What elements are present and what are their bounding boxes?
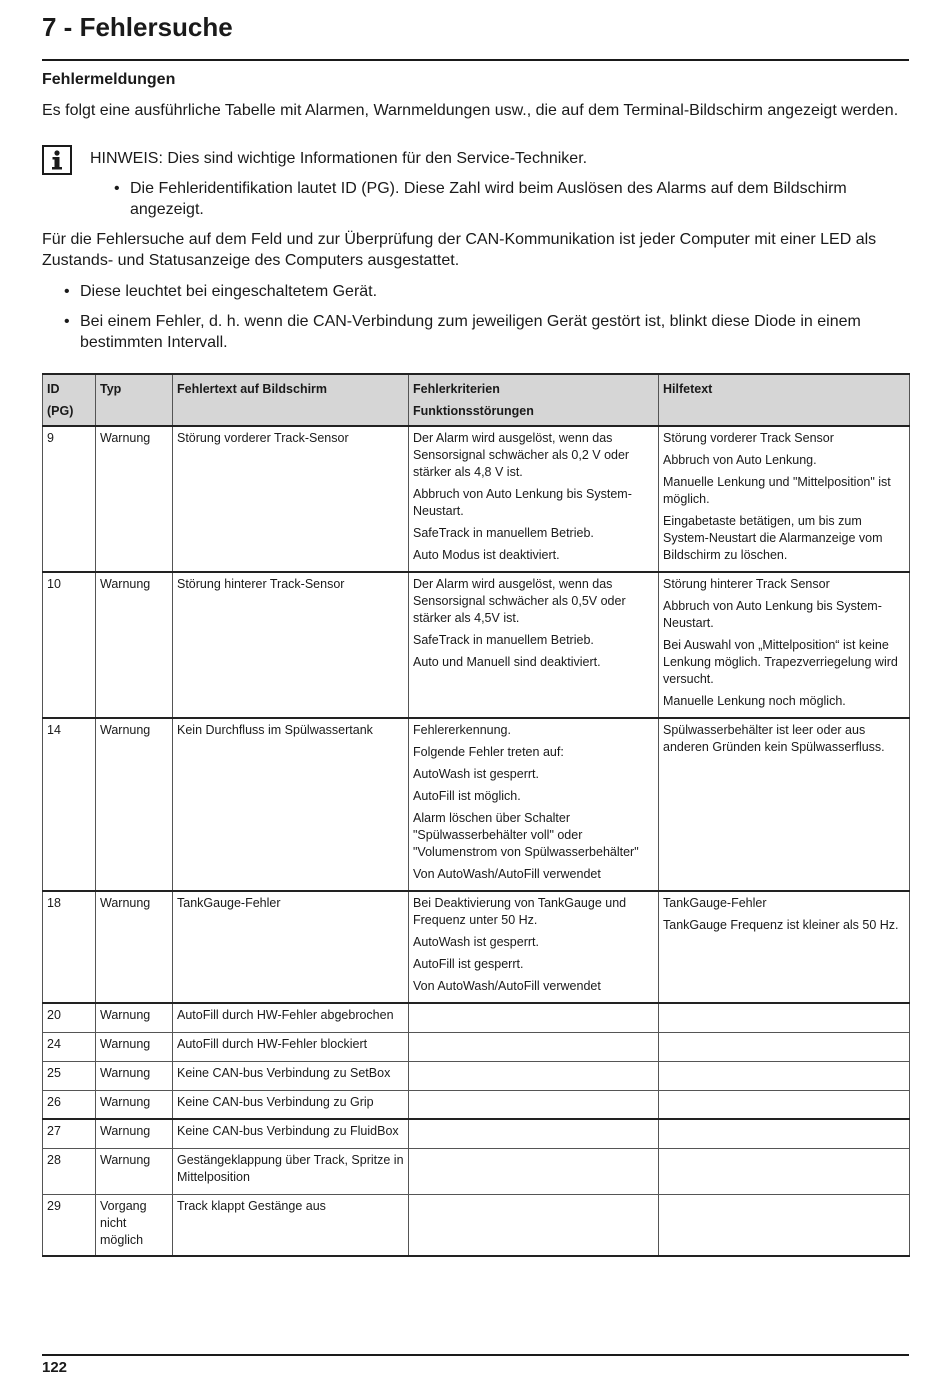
note-text: HINWEIS: Dies sind wichtige Informationen für den Service-Techniker. — [90, 150, 588, 167]
cell-criteria — [409, 1032, 659, 1061]
page-number: 122 — [42, 1359, 68, 1376]
table-row — [43, 1003, 910, 1032]
cell-help-line: TankGauge-Fehler — [663, 896, 767, 910]
cell-id: 20 — [43, 1003, 96, 1032]
footer-divider — [42, 1354, 909, 1356]
cell-type: Warnung — [96, 426, 173, 572]
cell-criteria-line: AutoFill ist möglich. — [413, 789, 521, 803]
cell-criteria — [409, 718, 659, 891]
cell-criteria — [409, 1003, 659, 1032]
table-row — [43, 718, 910, 891]
cell-criteria-line: Folgende Fehler treten auf: — [413, 745, 564, 759]
cell-type: Warnung — [96, 1148, 173, 1194]
cell-criteria-line: Auto Modus ist deaktiviert. — [413, 548, 560, 562]
cell-id: 26 — [43, 1090, 96, 1119]
cell-criteria-line: Von AutoWash/AutoFill verwendet — [413, 979, 601, 993]
list-item — [64, 281, 904, 302]
table-row — [43, 426, 910, 572]
cell-criteria — [409, 1090, 659, 1119]
table-row — [43, 891, 910, 1003]
column-header-criteria: Fehlerkriterien Funktionsstörungen — [409, 374, 659, 426]
note-bullet — [114, 178, 914, 220]
cell-criteria-line: Auto und Manuell sind deaktiviert. — [413, 655, 601, 669]
cell-help — [659, 1194, 910, 1256]
error-table — [42, 373, 910, 1257]
cell-criteria-line: SafeTrack in manuellem Betrieb. — [413, 526, 594, 540]
section-heading: Fehlermeldungen — [42, 71, 176, 88]
bullet-dot: • — [64, 313, 70, 330]
cell-help — [659, 1003, 910, 1032]
cell-help-line: Eingabetaste betätigen, um bis zum System-Neustart die Alarmanzeige vom Bildschirm zu löschen. — [663, 514, 883, 562]
cell-type: Warnung — [96, 1032, 173, 1061]
cell-criteria-line: AutoWash ist gesperrt. — [413, 767, 539, 781]
info-icon — [42, 145, 72, 175]
cell-help — [659, 1119, 910, 1148]
cell-criteria — [409, 1194, 659, 1256]
cell-error-text: Gestängeklappung über Track, Spritze in Mittelposition — [173, 1148, 409, 1194]
cell-help-line: Störung hinterer Track Sensor — [663, 577, 830, 591]
cell-help-line: Bei Auswahl von „Mittelposition“ ist keine Lenkung möglich. Trapezverriegelung wird versucht. — [663, 638, 898, 686]
cell-error-text: Störung vorderer Track-Sensor — [173, 426, 409, 572]
cell-criteria — [409, 426, 659, 572]
column-header-help: Hilfetext — [659, 374, 910, 426]
cell-type: Warnung — [96, 1003, 173, 1032]
table-row — [43, 1119, 910, 1148]
cell-type: Warnung — [96, 718, 173, 891]
paragraph: Für die Fehlersuche auf dem Feld und zur Überprüfung der CAN-Kommunikation ist jeder Computer mit einer LED als Zustands- und Statusanzeige des Computers ausgestattet. — [42, 231, 877, 269]
cell-criteria-line: SafeTrack in manuellem Betrieb. — [413, 633, 594, 647]
cell-id: 25 — [43, 1061, 96, 1090]
cell-id: 24 — [43, 1032, 96, 1061]
cell-criteria-line: Fehlererkennung. — [413, 723, 511, 737]
column-header-text: Fehlertext auf Bildschirm — [173, 374, 409, 426]
column-header-id: ID (PG) — [43, 374, 96, 426]
cell-error-text: Keine CAN-bus Verbindung zu Grip — [173, 1090, 409, 1119]
cell-error-text: AutoFill durch HW-Fehler abgebrochen — [173, 1003, 409, 1032]
cell-type: Warnung — [96, 1090, 173, 1119]
table-row — [43, 1148, 910, 1194]
cell-criteria-line: Abbruch von Auto Lenkung bis System-Neustart. — [413, 487, 632, 518]
cell-criteria-line: Der Alarm wird ausgelöst, wenn das Sensorsignal schwächer als 0,2 V oder stärker als 4,8 V ist. — [413, 431, 630, 479]
cell-id: 10 — [43, 572, 96, 718]
bullet-dot: • — [64, 283, 70, 300]
cell-id: 29 — [43, 1194, 96, 1256]
title-divider — [42, 59, 909, 61]
intro-text: Es folgt eine ausführliche Tabelle mit Alarmen, Warnmeldungen usw., die auf dem Terminal-Bildschirm angezeigt werden. — [42, 102, 899, 119]
cell-criteria-line: AutoWash ist gesperrt. — [413, 935, 539, 949]
cell-help-line: Abbruch von Auto Lenkung bis System-Neustart. — [663, 599, 882, 630]
table-header-row — [43, 374, 910, 426]
cell-criteria-line: AutoFill ist gesperrt. — [413, 957, 524, 971]
list-item-text: Bei einem Fehler, d. h. wenn die CAN-Verbindung zum jeweiligen Gerät gestört ist, blinkt diese Diode in einem bestimmten Intervall. — [80, 313, 861, 351]
table-row — [43, 1061, 910, 1090]
cell-type: Warnung — [96, 1061, 173, 1090]
table-row — [43, 572, 910, 718]
cell-criteria-line: Alarm löschen über Schalter "Spülwasserbehälter voll" oder "Volumenstrom von Spülwasserbehälter" — [413, 811, 639, 859]
cell-help — [659, 891, 910, 1003]
bullet-dot: • — [114, 180, 120, 197]
cell-error-text: AutoFill durch HW-Fehler blockiert — [173, 1032, 409, 1061]
cell-error-text: Keine CAN-bus Verbindung zu SetBox — [173, 1061, 409, 1090]
cell-criteria-line: Der Alarm wird ausgelöst, wenn das Sensorsignal schwächer als 0,5V oder stärker als 4,5V ist. — [413, 577, 626, 625]
cell-id: 27 — [43, 1119, 96, 1148]
cell-criteria-line: Bei Deaktivierung von TankGauge und Frequenz unter 50 Hz. — [413, 896, 627, 927]
cell-help-line: Manuelle Lenkung noch möglich. — [663, 694, 846, 708]
cell-help-line: TankGauge Frequenz ist kleiner als 50 Hz. — [663, 918, 899, 932]
cell-help-line: Spülwasserbehälter ist leer oder aus anderen Gründen kein Spülwasserfluss. — [663, 723, 885, 754]
table-body — [43, 426, 910, 1256]
cell-type: Warnung — [96, 1119, 173, 1148]
cell-error-text: Track klappt Gestänge aus — [173, 1194, 409, 1256]
column-header-type: Typ — [96, 374, 173, 426]
cell-help — [659, 1061, 910, 1090]
table-row — [43, 1194, 910, 1256]
cell-help — [659, 1148, 910, 1194]
list-item — [64, 311, 904, 353]
cell-type: Vorgang nicht möglich — [96, 1194, 173, 1256]
table-row — [43, 1032, 910, 1061]
cell-error-text: Störung hinterer Track-Sensor — [173, 572, 409, 718]
cell-help — [659, 572, 910, 718]
cell-criteria-line: Von AutoWash/AutoFill verwendet — [413, 867, 601, 881]
cell-type: Warnung — [96, 572, 173, 718]
list-item-text: Diese leuchtet bei eingeschaltetem Gerät. — [80, 283, 378, 300]
cell-type: Warnung — [96, 891, 173, 1003]
cell-criteria — [409, 891, 659, 1003]
cell-criteria — [409, 1119, 659, 1148]
cell-help-line: Störung vorderer Track Sensor — [663, 431, 834, 445]
cell-help — [659, 1090, 910, 1119]
cell-criteria — [409, 1061, 659, 1090]
bullet-list — [64, 281, 904, 353]
cell-id: 28 — [43, 1148, 96, 1194]
page-title: 7 - Fehlersuche — [42, 12, 233, 42]
cell-error-text: TankGauge-Fehler — [173, 891, 409, 1003]
cell-help — [659, 1032, 910, 1061]
table-row — [43, 1090, 910, 1119]
cell-error-text: Kein Durchfluss im Spülwassertank — [173, 718, 409, 891]
cell-help-line: Manuelle Lenkung und "Mittelposition" ist möglich. — [663, 475, 891, 506]
cell-error-text: Keine CAN-bus Verbindung zu FluidBox — [173, 1119, 409, 1148]
note-bullet-text: Die Fehleridentifikation lautet ID (PG). Diese Zahl wird beim Auslösen des Alarms auf dem Bildschirm angezeigt. — [130, 180, 847, 218]
cell-id: 14 — [43, 718, 96, 891]
cell-help — [659, 426, 910, 572]
cell-help-line: Abbruch von Auto Lenkung. — [663, 453, 817, 467]
cell-id: 9 — [43, 426, 96, 572]
note-bullet-list — [114, 178, 914, 220]
cell-criteria — [409, 1148, 659, 1194]
cell-criteria — [409, 572, 659, 718]
cell-help — [659, 718, 910, 891]
cell-id: 18 — [43, 891, 96, 1003]
